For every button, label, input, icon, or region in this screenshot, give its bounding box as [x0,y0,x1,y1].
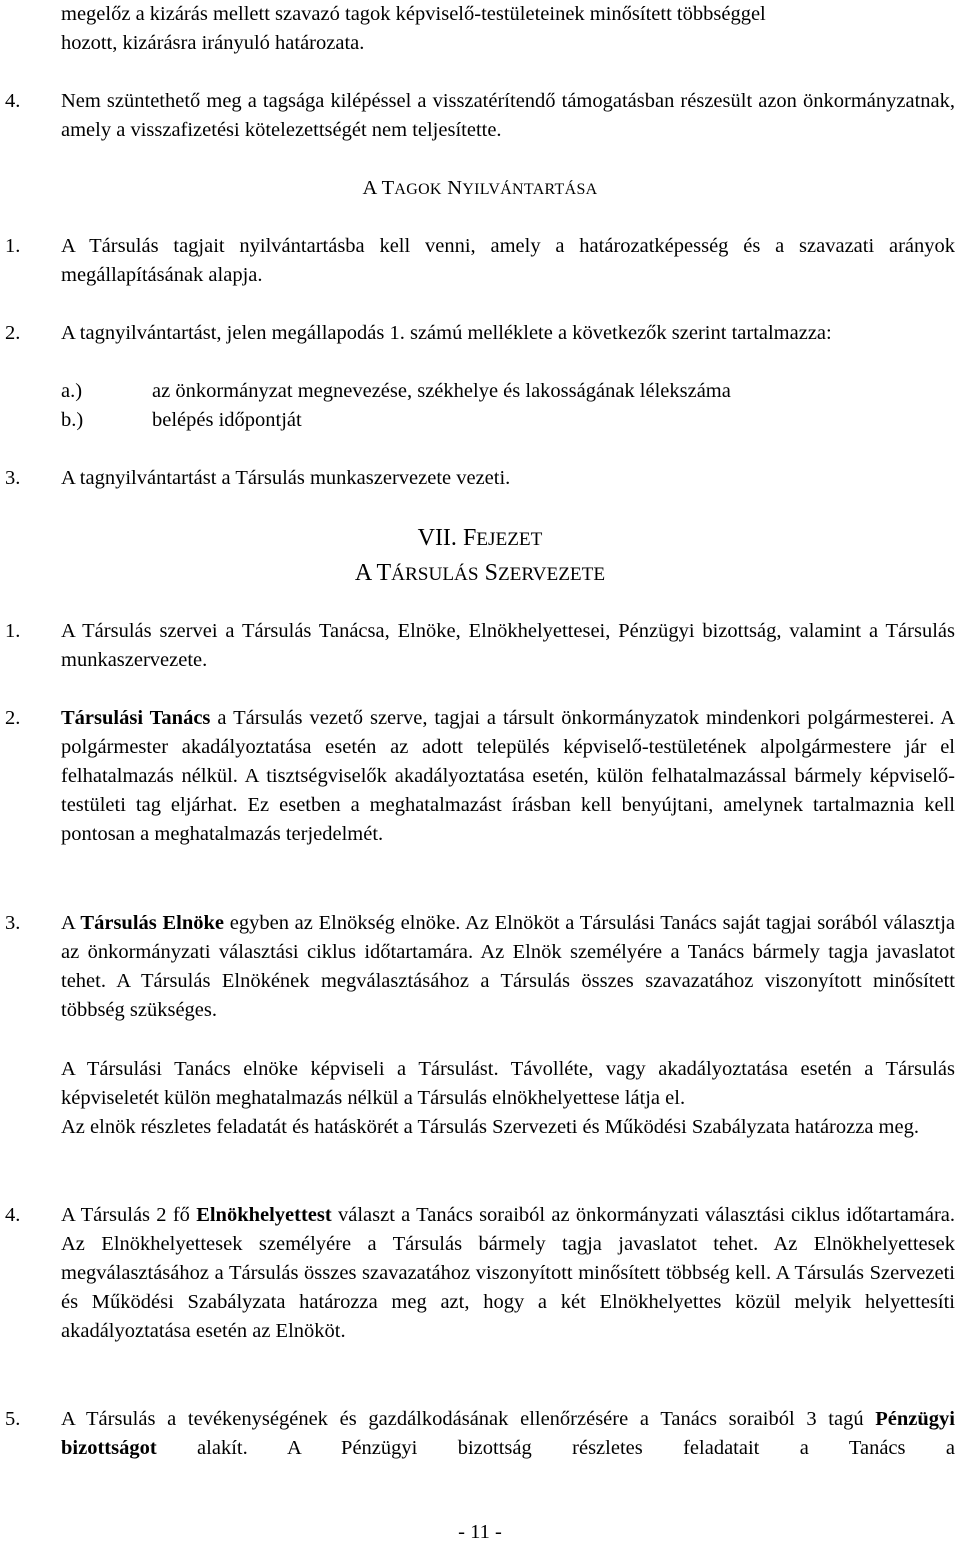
reg-text-3: A tagnyilvántartást a Társulás munkaszervezete vezeti. [61,467,511,489]
org-number-1: 1. [5,620,21,642]
section-heading: A TAGOK NYILVÁNTARTÁSA [362,177,598,199]
org-text-4: A Társulás 2 fő Elnökhelyettest választ a Tanács soraiból az önkormányzati választási ciklus időtartamára. Az Elnökhelyettesek személyére a Társulás bármely tagja javaslatot tehet. Az Elnökhelyettesek megválasztásához a Társulás összes szavazatához viszonyított minősített többség kell. A Társulás Szervezeti és Működési Szabályzata határozza meg azt, hogy a két Elnökhelyettes közül melyik helyettesíti akadályoztatása esetén az Elnököt. [61,1204,956,1342]
chapter-heading: VII. FEJEZET [417,525,543,551]
org-number-3: 3. [5,912,21,934]
sublist-letter-b: b.) [61,409,84,431]
intro-line-1: megelőz a kizárás mellett szavazó tagok képviselő-testületeinek minősített többséggel [61,3,766,25]
item-number: 4. [5,90,21,112]
org-text-3: A Társulás Elnöke egyben az Elnökség elnöke. Az Elnököt a Társulási Tanács saját tagjai sorából választja az önkormányzati választási ciklus időtartamára. Az Elnök személyére a Tanács bármely tagja javaslatot tehet. A Társulás Elnökének megválasztásához a Társulás összes szavazatához viszonyított minősített többség szükséges. [61,912,955,1021]
org-text-3-continued-2: Az elnök részletes feladatát és hatáskörét a Társulás Szervezeti és Működési Szabályzata határozza meg. [61,1116,919,1138]
org-number-2: 2. [5,707,21,729]
sublist-text-b: belépés időpontját [152,409,302,431]
reg-number-3: 3. [5,467,21,489]
reg-text-2: A tagnyilvántartást, jelen megállapodás 1. számú melléklete a következők szerint tartalmazza: [61,322,832,344]
chapter-title: A TÁRSULÁS SZERVEZETE [354,560,606,586]
org-number-4: 4. [5,1204,21,1226]
sublist-letter-a: a.) [61,380,83,402]
org-number-5: 5. [5,1408,21,1430]
reg-text-1: A Társulás tagjait nyilvántartásba kell venni, amely a határozatképesség és a szavazati arányok megállapításának alapja. [61,235,955,286]
item-text: Nem szüntethető meg a tagsága kilépéssel a visszatérítendő támogatásban részesült azon önkormányzatnak, amely a visszafizetési kötelezettségét nem teljesítette. [61,90,955,141]
reg-number-1: 1. [5,235,21,257]
org-text-2: Társulási Tanács a Társulás vezető szerve, tagjai a társult önkormányzatok mindenkori polgármesterei. A polgármester akadályoztatása esetén az adott település képviselő-testületének alpolgármestere jár el felhatalmazás nélkül. A tisztségviselők akadályoztatása esetén, külön felhatalmazással bármely képviselő-testületi tag eljárhat. Ez esetben a meghatalmazást írásban kell benyújtani, amelynek tartalmaznia kell pontosan a meghatalmazás terjedelmét. [61,707,956,845]
org-text-3-continued-1: A Társulási Tanács elnöke képviseli a Társulást. Távolléte, vagy akadályoztatása esetén a Társulás képviseletét külön meghatalmazás nélkül a Társulás elnökhelyettese látja el. [61,1058,955,1109]
intro-line-2: hozott, kizárásra irányuló határozata. [61,32,365,54]
org-text-5: A Társulás a tevékenységének és gazdálkodásának ellenőrzésére a Tanács soraiból 3 tagú Pénzügyi bizottságot alakít. A Pénzügyi bizottság részletes feladatait a Tanács a [61,1408,955,1459]
org-text-1: A Társulás szervei a Társulás Tanácsa, Elnöke, Elnökhelyettesei, Pénzügyi bizottság, valamint a Társulás munkaszervezete. [61,620,955,671]
reg-number-2: 2. [5,322,21,344]
page-number: - 11 - [458,1521,502,1543]
sublist-text-a: az önkormányzat megnevezése, székhelye és lakosságának lélekszáma [152,380,731,402]
